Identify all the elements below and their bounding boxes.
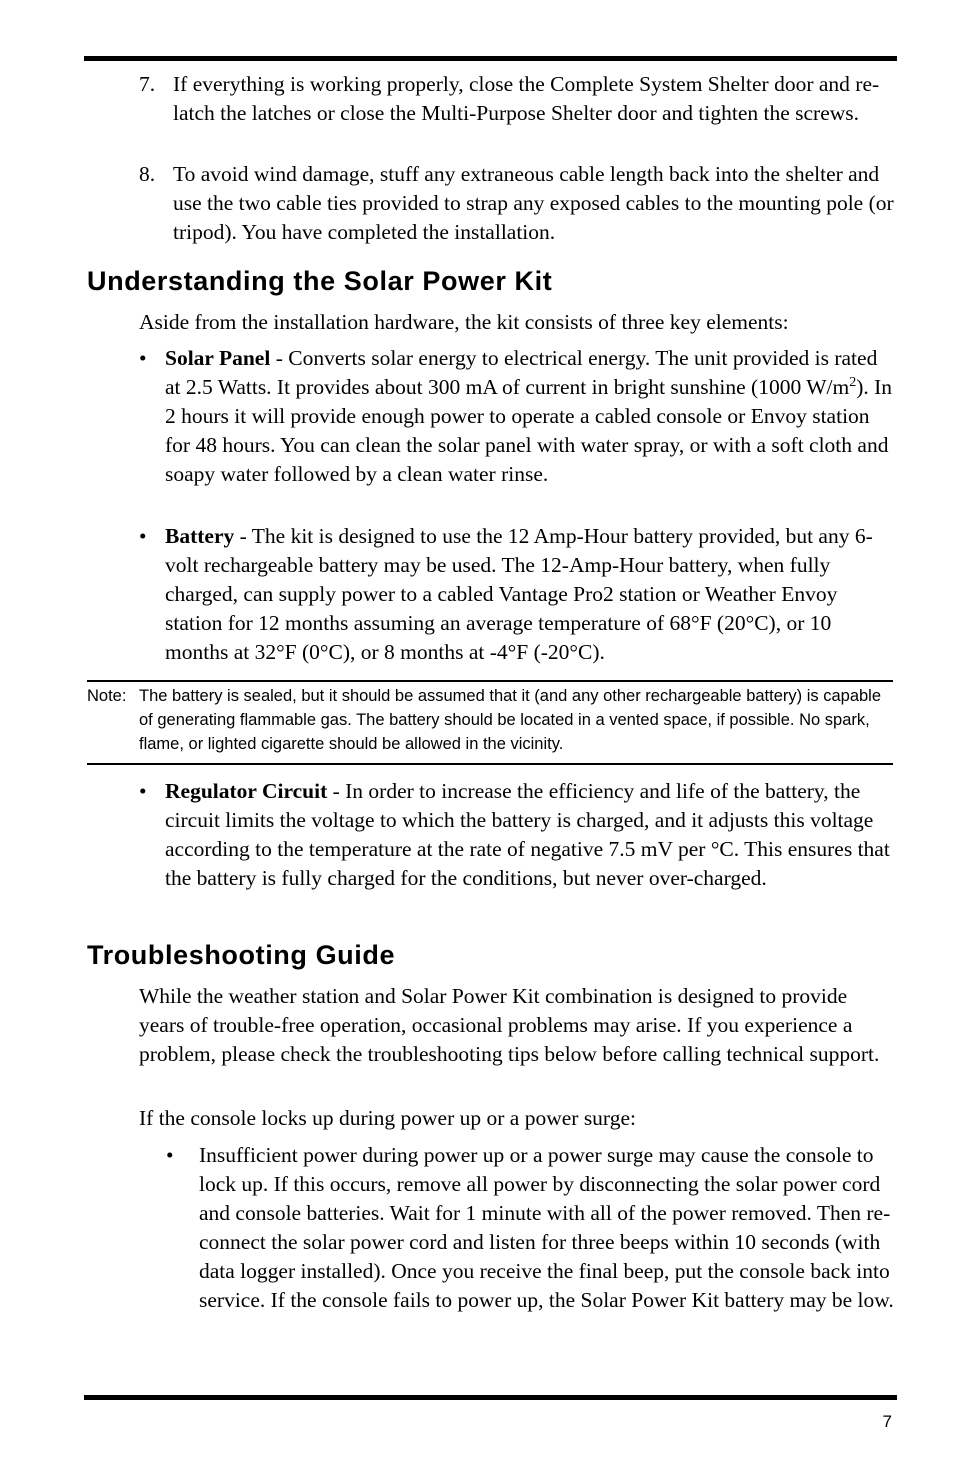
troubleshooting-tip: Insufficient power during power up or a power surge may cause the console to lock up. If this occurs, remove all power by disconnecting the solar power cord and console batteries. Wait for 1 minute with all of the power removed. Then re-connect the solar power cord and listen for three beeps within 10 seconds (with data logger installed). Once you receive the final beep, put the console back into service. If the console fails to power up, the Solar Power Kit battery may be low. [199, 1143, 894, 1312]
bullet-glyph: • [139, 779, 147, 803]
item-term: Battery [165, 524, 235, 548]
note-bottom-rule [87, 763, 893, 765]
solar-panel-item: Solar Panel - Converts solar energy to electrical energy. The unit provided is rated at 2.5 Watts. It provides about 300 mA of current in bright sunshine (1000 $W/m^2$). In 2 hours it will provide enough power to operate a cabled console or Envoy station for 48 hours. You can clean the solar panel with water spray, or with a soft cloth and soapy water followed by a clean water rinse. [165, 346, 893, 486]
bottom-rule [84, 1395, 897, 1400]
bullet-glyph: • [139, 346, 147, 370]
regulator-item: Regulator Circuit - In order to increase the efficiency and life of the battery, the circuit limits the voltage to which the battery is charged, and it adjusts this voltage according to the temperature at the rate of negative 7.5 mV per °C. This ensures that the battery is fully charged for the conditions, but never over-charged. [165, 779, 890, 890]
note-top-rule [87, 680, 893, 682]
item-term: Regulator Circuit [165, 779, 328, 803]
step-text: To avoid wind damage, stuff any extraneous cable length back into the shelter and use the two cable ties provided to strap any exposed cables to the mounting pole (or tripod). You have completed the installation. [173, 162, 894, 244]
note-label: Note: [87, 687, 127, 705]
battery-item: Battery - The kit is designed to use the 12 Amp-Hour battery provided, but any 6-volt rechargeable battery may be used. The 12-Amp-Hour battery, when fully charged, can supply power to a cabled Vantage Pro2 station or Weather Envoy station for 12 months assuming an average temperature of 68°F (20°C), or 10 months at 32°F (0°C), or 8 months at -4°F (-20°C). [165, 524, 873, 664]
bullet-glyph: • [166, 1143, 174, 1167]
step-text: If everything is working properly, close the Complete System Shelter door and re-latch the latches or close the Multi-Purpose Shelter door and tighten the screws. [173, 72, 880, 125]
item-term: Solar Panel [165, 346, 271, 370]
troubleshooting-para: While the weather station and Solar Power Kit combination is designed to provide years of trouble-free operation, occasional problems may arise. If you experience a problem, please check the troubleshooting tips below before calling technical support. [139, 984, 880, 1066]
note-text: The battery is sealed, but it should be assumed that it (and any other rechargeable battery) is capable of generating flammable gas. The battery should be located in a vented space, if possible. No spark, flame, or lighted cigarette should be allowed in the vicinity. [139, 687, 882, 753]
section-intro: Aside from the installation hardware, the kit consists of three key elements: [139, 310, 789, 334]
section-heading: Troubleshooting Guide [87, 940, 396, 970]
section-heading: Understanding the Solar Power Kit [87, 266, 553, 296]
top-rule [84, 56, 897, 61]
step-number: 8. [139, 162, 156, 186]
bullet-glyph: • [139, 524, 147, 548]
page-number: 7 [882, 1412, 892, 1431]
troubleshooting-para: If the console locks up during power up or a power surge: [139, 1106, 636, 1130]
step-number: 7. [139, 72, 156, 96]
